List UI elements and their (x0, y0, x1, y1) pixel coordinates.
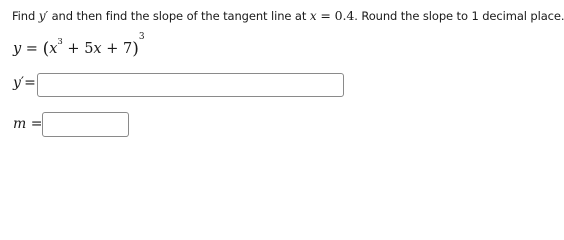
question-equals: = (316, 8, 335, 23)
function-equation (13, 32, 145, 59)
equation-open-paren: ( (42, 39, 50, 59)
question-var-x: x (309, 9, 317, 23)
derivative-prime: ′ (20, 75, 25, 91)
equation-lhs: y (13, 41, 22, 57)
question-text-1: Find (12, 9, 39, 23)
equation-x2: x (93, 41, 102, 57)
equation-equals: = (21, 41, 43, 57)
derivative-label (13, 75, 36, 91)
slope-input[interactable] (42, 112, 129, 137)
derivative-input[interactable] (37, 73, 344, 97)
equation-middle: + 5 (62, 41, 94, 57)
equation-outer-exponent: 3 (138, 32, 145, 43)
question-var-y: y (38, 9, 46, 23)
slope-equals: = (26, 116, 43, 132)
question-text-2: and then find the slope of the tangent line at (48, 9, 310, 23)
question-x-value: 0.4 (334, 8, 355, 23)
equation-close-paren: ) (132, 39, 139, 59)
slope-label (13, 116, 42, 132)
question-text-3: . Round the slope to 1 decimal place. (354, 9, 564, 23)
derivative-equals: = (24, 75, 36, 91)
slope-var: m (13, 116, 27, 132)
question-instructions (12, 8, 564, 23)
equation-x: x (49, 41, 58, 57)
question-prime: ′ (45, 9, 49, 23)
derivative-var: y (13, 75, 21, 91)
equation-tail: + 7 (101, 41, 133, 57)
equation-inner-exponent: 3 (57, 37, 63, 48)
